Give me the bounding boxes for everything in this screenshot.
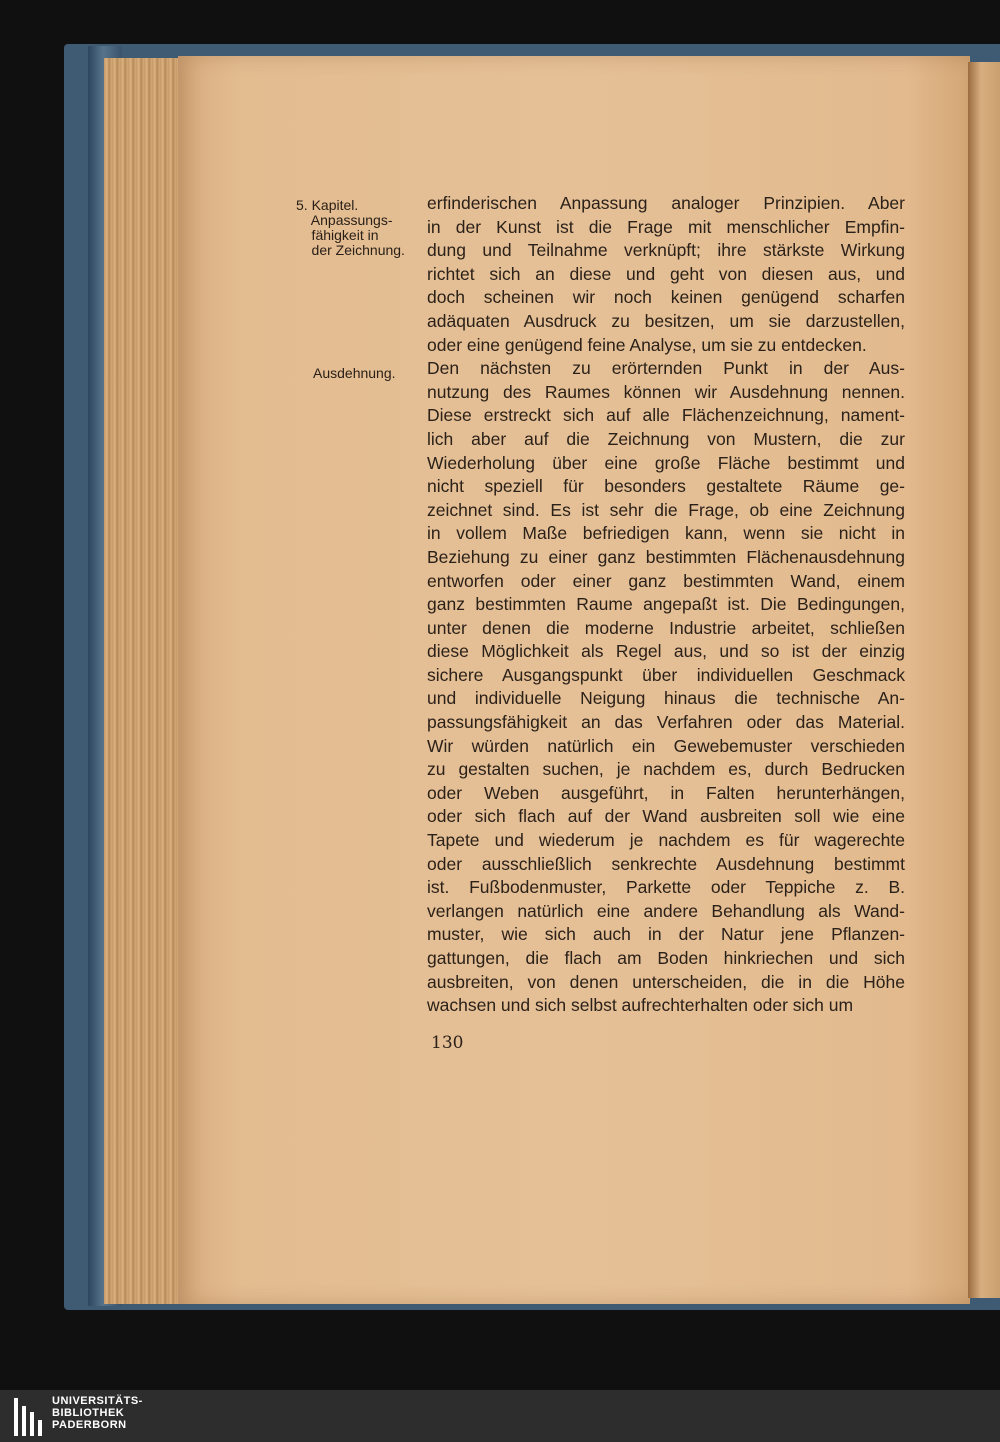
text-line: ausbreiten, von denen unterscheiden, die in die Höhe <box>427 971 905 992</box>
body-text <box>427 192 905 1018</box>
library-footer <box>0 1390 1000 1442</box>
text-line: oder ausschließlich senkrechte Ausdehnung bestimmt <box>427 853 905 874</box>
library-logo-icon <box>14 1398 44 1436</box>
text-line: und individuelle Neigung hinaus die technische An- <box>427 688 905 709</box>
library-name-line: BIBLIOTHEK <box>52 1407 125 1419</box>
text-line: Diese erstreckt sich auf alle Flächenzeichnung, nament- <box>427 405 905 426</box>
text-line: oder sich flach auf der Wand ausbreiten soll wie eine <box>427 806 905 827</box>
text-line: oder eine genügend feine Analyse, um sie zu entdecken. <box>427 334 867 355</box>
text-line: entworfen oder einer ganz bestimmten Wand, einem <box>427 570 905 591</box>
library-name-line: PADERBORN <box>52 1419 127 1431</box>
text-line: Wir würden natürlich ein Gewebemuster verschieden <box>427 735 905 756</box>
library-name <box>52 1395 143 1431</box>
text-line: sichere Ausgangspunkt über individuellen Geschmack <box>427 664 905 685</box>
text-line: Beziehung zu einer ganz bestimmten Flächenausdehnung <box>427 546 905 567</box>
margin-note-topic: Ausdehnung. <box>313 365 396 381</box>
page-number: 130 <box>431 1033 464 1053</box>
text-line: ganz bestimmten Raume angepaßt ist. Die Bedingungen, <box>427 594 905 615</box>
text-line: zu gestalten suchen, je nachdem es, durch Bedrucken <box>427 759 905 780</box>
text-line: zeichnet sind. Es ist sehr die Frage, ob eine Zeichnung <box>427 499 905 520</box>
text-line: unter denen die moderne Industrie arbeitet, schließen <box>427 617 905 638</box>
text-line: in vollem Maße befriedigen kann, wenn sie nicht in <box>427 523 905 544</box>
text-line: passungsfähigkeit an das Verfahren oder das Material. <box>427 712 905 733</box>
text-line: erfinderischen Anpassung analoger Prinzipien. Aber <box>427 193 905 213</box>
text-line: dung und Teilnahme verknüpft; ihre stärkste Wirkung <box>427 240 905 261</box>
text-line: nicht speziell für besonders gestaltete Räume ge- <box>427 476 905 497</box>
margin-note-chapter: 5. Kapitel. Anpassungs- fähigkeit in der Zeichnung. <box>296 197 405 258</box>
text-line: oder Weben ausgeführt, in Falten herunterhängen, <box>427 782 905 803</box>
text-line: doch scheinen wir noch keinen genügend scharfen <box>427 287 905 308</box>
text-line: in der Kunst ist die Frage mit menschlicher Empfin- <box>427 216 905 237</box>
text-line: Den nächsten zu erörternden Punkt in der Aus- <box>427 358 905 379</box>
text-line: richtet sich an diese und geht von diesen aus, und <box>427 263 905 284</box>
text-line: wachsen und sich selbst aufrechterhalten oder sich um <box>427 995 854 1016</box>
text-line: nutzung des Raumes können wir Ausdehnung nennen. <box>427 381 905 402</box>
text-line: ist. Fußbodenmuster, Parkette oder Teppiche z. B. <box>427 877 905 898</box>
text-line: lich aber auf die Zeichnung von Mustern, die zur <box>427 428 905 449</box>
text-line: Wiederholung über eine große Fläche bestimmt und <box>427 452 905 473</box>
text-line: diese Möglichkeit als Regel aus, und so ist der einzig <box>427 641 905 662</box>
text-line: gattungen, die flach am Boden hinkriechen und sich <box>427 948 905 968</box>
text-line: adäquaten Ausdruck zu besitzen, um sie darzustellen, <box>427 310 905 331</box>
library-name-line: UNIVERSITÄTS- <box>52 1395 143 1407</box>
text-line: Tapete und wiederum je nachdem es für wagerechte <box>427 830 905 851</box>
text-line: verlangen natürlich eine andere Behandlung als Wand- <box>427 900 905 921</box>
facing-page-edge <box>968 62 1000 1298</box>
text-line: muster, wie sich auch in der Natur jene Pflanzen- <box>427 924 905 945</box>
